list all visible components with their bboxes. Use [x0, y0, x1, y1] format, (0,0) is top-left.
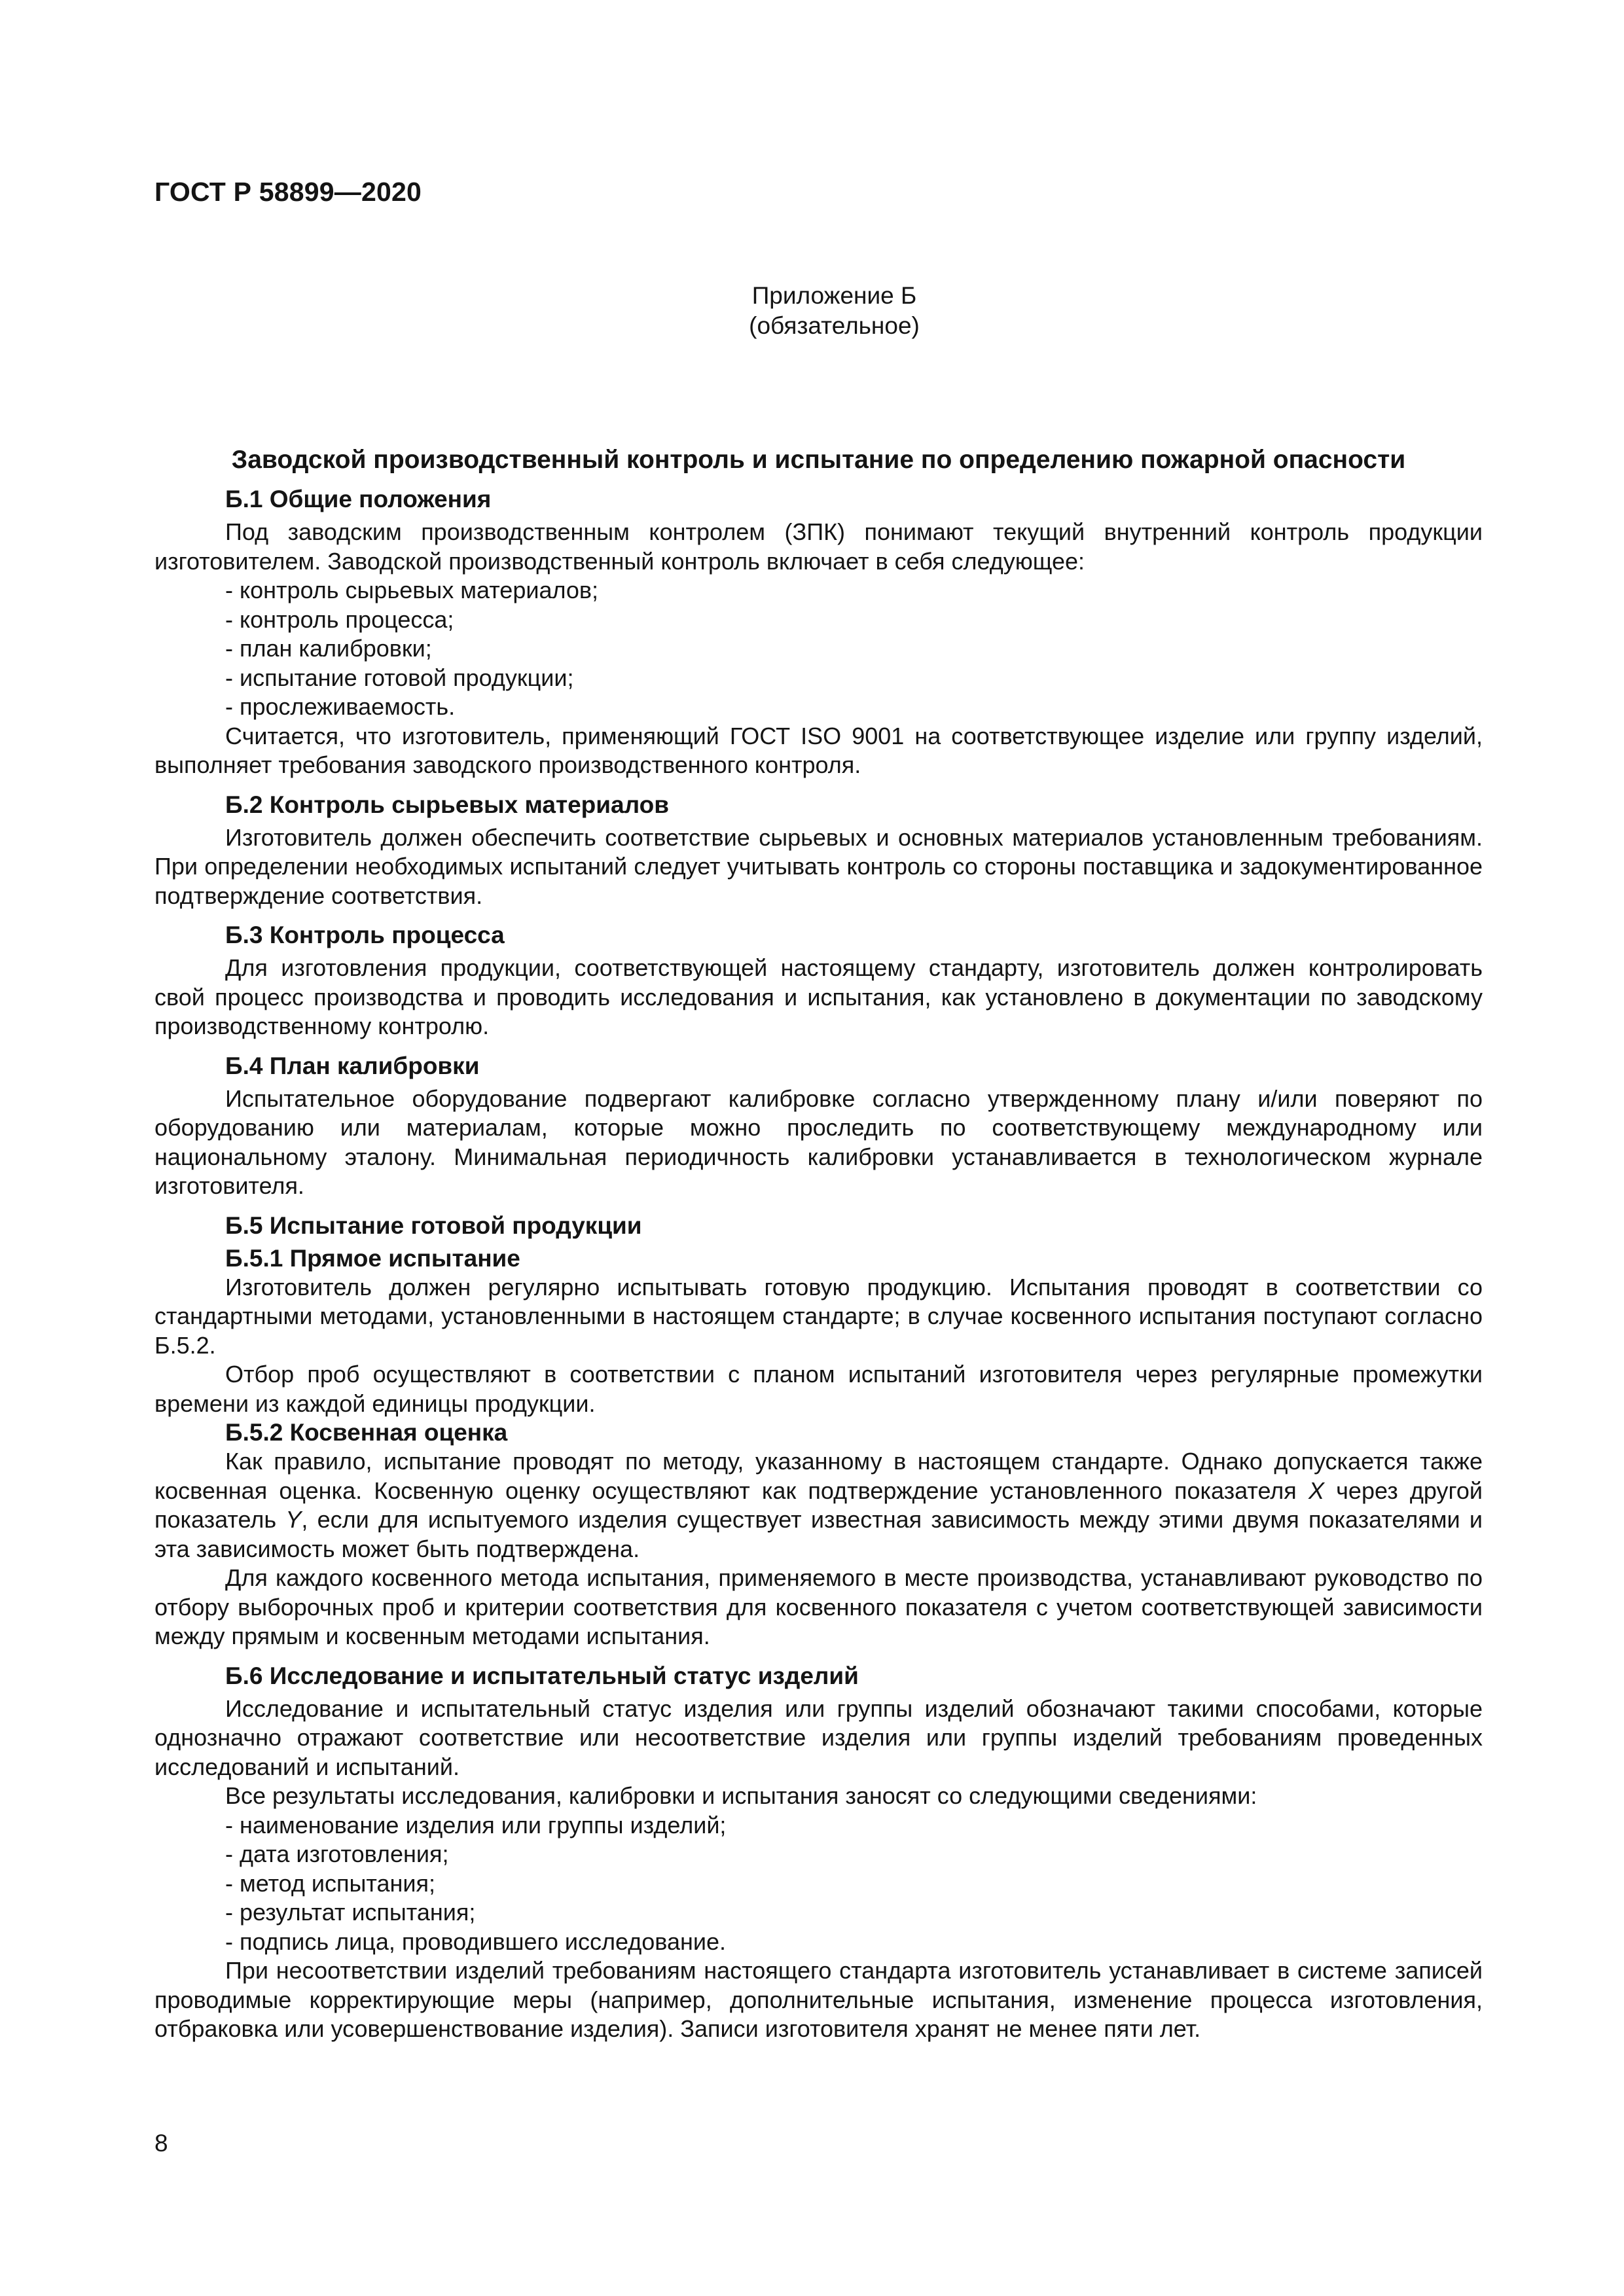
text-run: , если для испытуемого изделия существует известная зависимость между этими двумя показателями и эта зависимость может быть подтверждена.	[154, 1506, 1483, 1562]
section-b1	[154, 485, 1483, 780]
list-item: - план калибровки;	[225, 634, 1483, 664]
list-item: - прослеживаемость.	[225, 692, 1483, 722]
paragraph-indirect-assessment	[154, 1447, 1483, 1564]
section-heading: Б.1 Общие положения	[225, 486, 492, 512]
section-heading: Б.2 Контроль сырьевых материалов	[225, 791, 669, 818]
annex-status: (обязательное)	[749, 312, 920, 339]
text-run: через другой показатель	[154, 1477, 1483, 1533]
paragraph: Отбор проб осуществляют в соответствии с планом испытаний изготовителя через регулярные промежутки времени из каждой единицы продукции.	[154, 1361, 1483, 1417]
variable-x: X	[1308, 1477, 1324, 1504]
paragraph: Для каждого косвенного метода испытания, применяемого в месте производства, устанавливают руководство по отбору выборочных проб и критерии соответствия для косвенного показателя с учетом соответствующей зависимости между прямым и косвенным методами испытания.	[154, 1564, 1483, 1649]
section-heading: Б.4 План калибровки	[225, 1052, 480, 1079]
subsection-heading: Б.5.2 Косвенная оценка	[225, 1419, 508, 1446]
paragraph: Исследование и испытательный статус изделия или группы изделий обозначают такими способами, которые однозначно отражают соответствие или несоответствие изделия или группы изделий требованиям проведенных исследований и испытаний.	[154, 1695, 1483, 1780]
list-item: - подпись лица, проводившего исследование.	[225, 1928, 1483, 1957]
annex-label: Приложение Б	[751, 282, 917, 309]
section-heading: Б.3 Контроль процесса	[225, 922, 505, 948]
section-heading: Б.6 Исследование и испытательный статус изделий	[225, 1662, 859, 1689]
list-item: - контроль сырьевых материалов;	[225, 576, 1483, 605]
section-b4	[154, 1052, 1483, 1201]
document-id: ГОСТ Р 58899—2020	[154, 177, 422, 207]
paragraph: Для изготовления продукции, соответствующей настоящему стандарту, изготовитель должен контролировать свой процесс производства и проводить исследования и испытания, как установлено в документации по заводскому производственному контролю.	[154, 954, 1483, 1039]
bullet-list	[154, 1811, 1483, 1957]
paragraph: Все результаты исследования, калибровки и испытания заносят со следующими сведениями:	[225, 1782, 1257, 1809]
list-item: - наименование изделия или группы изделий;	[225, 1811, 1483, 1840]
list-item: - контроль процесса;	[225, 605, 1483, 635]
bullet-list	[154, 576, 1483, 722]
paragraph: Изготовитель должен обеспечить соответствие сырьевых и основных материалов установленным требованиям. При определении необходимых испытаний следует учитывать контроль со стороны поставщика и задокументированное подтверждение соответствия.	[154, 823, 1483, 909]
paragraph: Под заводским производственным контролем (ЗПК) понимают текущий внутренний контроль продукции изготовителем. Заводской производственный контроль включает в себя следующее:	[154, 518, 1483, 575]
list-item: - испытание готовой продукции;	[225, 664, 1483, 693]
variable-y: Y	[285, 1506, 302, 1533]
section-b5	[154, 1211, 1483, 1651]
section-b6	[154, 1662, 1483, 2044]
section-b2	[154, 791, 1483, 911]
section-b3	[154, 921, 1483, 1041]
paragraph: При несоответствии изделий требованиям настоящего стандарта изготовитель устанавливает в системе записей проводимые корректирующие меры (например, дополнительные испытания, изменение процесса изготовления, отбраковка или усовершенствование изделия). Записи изготовителя хранят не менее пяти лет.	[154, 1957, 1483, 2042]
list-item: - метод испытания;	[225, 1869, 1483, 1899]
list-item: - дата изготовления;	[225, 1840, 1483, 1869]
section-heading: Б.5 Испытание готовой продукции	[225, 1211, 642, 1239]
paragraph: Считается, что изготовитель, применяющий ГОСТ ISO 9001 на соответствующее изделие или группу изделий, выполняет требования заводского производственного контроля.	[154, 722, 1483, 778]
list-item: - результат испытания;	[225, 1898, 1483, 1928]
paragraph: Изготовитель должен регулярно испытывать готовую продукцию. Испытания проводят в соответствии со стандартными методами, установленными в настоящем стандарте; в случае косвенного испытания поступают согласно Б.5.2.	[154, 1273, 1483, 1359]
text-run: Как правило, испытание проводят по методу, указанному в настоящем стандарте. Однако допускается также косвенная оценка. Косвенную оценку осуществляют как подтверждение установленного показателя	[154, 1448, 1483, 1504]
annex-heading	[154, 281, 1483, 341]
subsection-heading: Б.5.1 Прямое испытание	[225, 1244, 520, 1272]
annex-title: Заводской производственный контроль и испытание по определению пожарной опасности	[231, 446, 1406, 474]
paragraph: Испытательное оборудование подвергают калибровке согласно утвержденному плану и/или поверяют по оборудованию или материалам, которые можно проследить по соответствующему международному или национальному эталону. Минимальная периодичность калибровки устанавливается в технологическом журнале изготовителя.	[154, 1085, 1483, 1199]
page-number: 8	[154, 2130, 168, 2157]
